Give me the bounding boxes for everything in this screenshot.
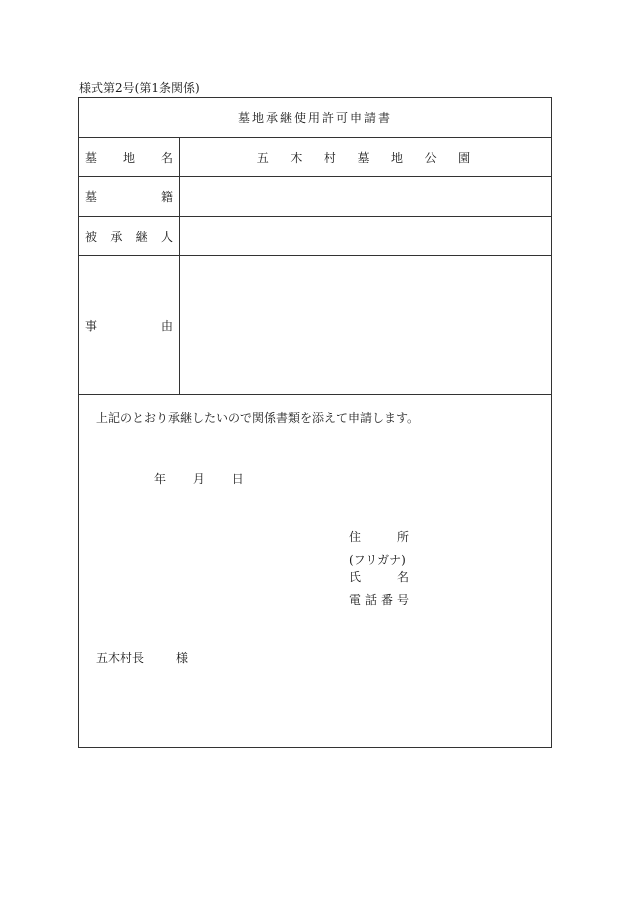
declaration-area xyxy=(79,395,551,749)
label-char: 承 xyxy=(110,229,123,244)
label-char: 氏 xyxy=(349,570,362,584)
label-char: 住 xyxy=(349,530,362,544)
value-char: 墓 xyxy=(357,150,370,165)
row-predecessor xyxy=(79,217,551,256)
label-reason xyxy=(79,256,180,394)
applicant-name-label xyxy=(349,569,409,586)
label-char: 籍 xyxy=(160,190,173,204)
applicant-block xyxy=(349,529,409,609)
label-char: 事 xyxy=(85,318,98,333)
addressee-honorific: 様 xyxy=(176,651,189,665)
row-family-register xyxy=(79,177,551,217)
label-char: 継 xyxy=(135,229,148,244)
label-char: 番 xyxy=(380,593,393,607)
input-family-register[interactable] xyxy=(180,177,551,216)
label-char: 墓 xyxy=(85,190,98,204)
label-char: 話 xyxy=(364,593,377,607)
input-predecessor[interactable] xyxy=(180,217,551,255)
value-cemetery-name xyxy=(180,138,551,176)
applicant-furigana-label xyxy=(349,552,409,569)
date-month: 月 xyxy=(192,472,205,486)
label-cemetery-name xyxy=(79,138,180,176)
value-char: 園 xyxy=(458,150,471,165)
label-char: 被 xyxy=(85,229,98,244)
label-char: 所 xyxy=(396,530,409,544)
declaration-statement: 上記のとおり承継したいので関係書類を添えて申請します。 xyxy=(96,411,420,425)
label-char: 人 xyxy=(160,229,173,244)
label-char: 名 xyxy=(160,150,173,165)
value-char: 五 xyxy=(256,150,269,165)
label-char: 号 xyxy=(396,593,409,607)
addressee-name: 五木村長 xyxy=(96,651,145,665)
value-char: 公 xyxy=(424,150,437,165)
label-char: 由 xyxy=(160,318,173,333)
label-char: 地 xyxy=(122,150,135,165)
label-family-register xyxy=(79,177,180,216)
form-title: 墓地承継使用許可申請書 xyxy=(79,98,551,138)
row-cemetery-name xyxy=(79,138,551,177)
form-number: 様式第2号(第1条関係) xyxy=(79,81,200,95)
row-reason xyxy=(79,256,551,395)
value-char: 村 xyxy=(323,150,336,165)
application-form xyxy=(78,97,552,748)
applicant-phone-label xyxy=(349,592,409,609)
date-line xyxy=(154,470,244,487)
label-char: 墓 xyxy=(85,150,98,165)
date-year: 年 xyxy=(154,472,167,486)
furigana-text: (フリガナ) xyxy=(349,553,406,567)
input-reason[interactable] xyxy=(180,256,551,394)
value-char: 木 xyxy=(290,150,303,165)
label-char: 電 xyxy=(349,593,362,607)
addressee xyxy=(96,649,188,666)
date-day: 日 xyxy=(231,472,244,486)
label-char: 名 xyxy=(396,570,409,584)
label-predecessor xyxy=(79,217,180,255)
value-char: 地 xyxy=(391,150,404,165)
applicant-address-label xyxy=(349,529,409,546)
